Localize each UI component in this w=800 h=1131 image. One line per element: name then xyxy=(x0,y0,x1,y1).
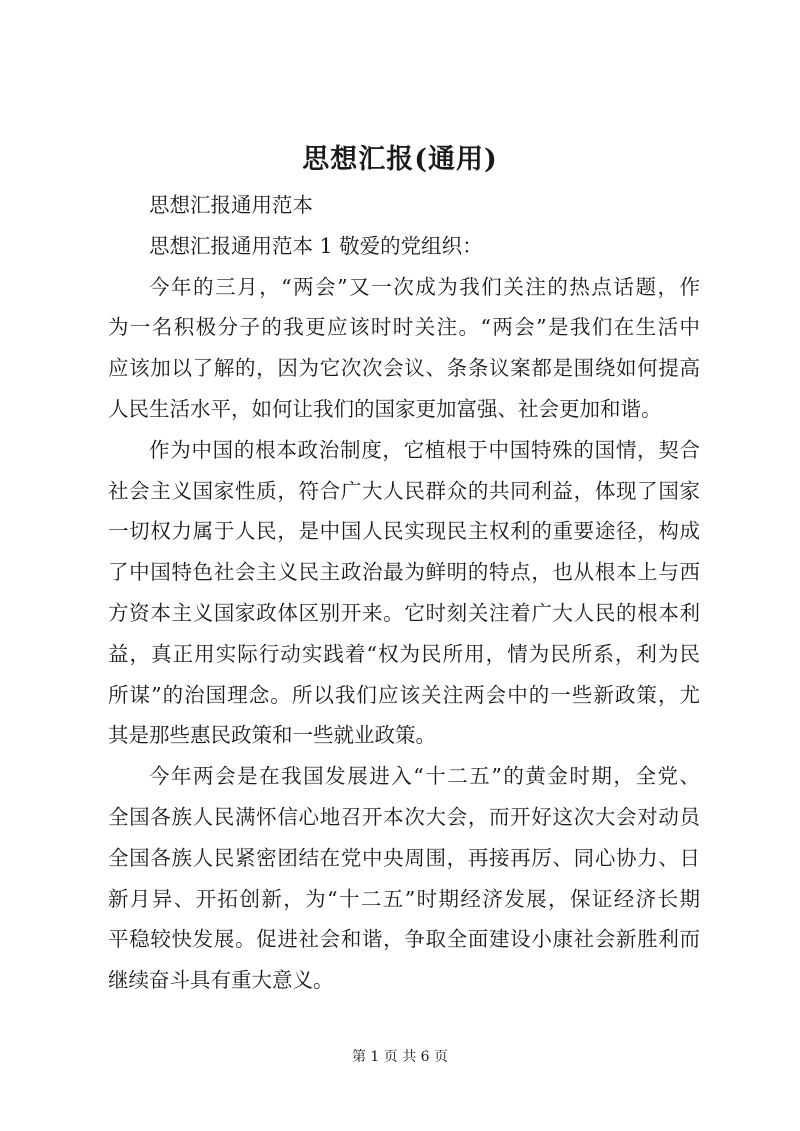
paragraph-line: 全国各族人民紧密团结在党中央周围，再接再厉、同心协力、日 xyxy=(108,845,700,870)
paragraph-line: 所谋”的治国理念。所以我们应该关注两会中的一些新政策，尤 xyxy=(108,682,700,707)
paragraph-line: 新月异、开拓创新，为“十二五”时期经济发展，保证经济长期 xyxy=(108,886,700,911)
paragraph-line: 全国各族人民满怀信心地召开本次大会，而开好这次大会对动员 xyxy=(108,804,700,829)
paragraph-line: 一切权力属于人民，是中国人民实现民主权利的重要途径，构成 xyxy=(108,519,700,544)
paragraph-line: 今年两会是在我国发展进入“十二五”的黄金时期，全党、 xyxy=(149,764,700,789)
document-title: 思想汇报(通用) xyxy=(302,144,498,175)
paragraph-line: 作为中国的根本政治制度，它植根于中国特殊的国情，契合 xyxy=(149,437,700,462)
paragraph-line: 应该加以了解的，因为它次次会议、条条议案都是围绕如何提高 xyxy=(108,356,700,381)
paragraph-line: 今年的三月，“两会”又一次成为我们关注的热点话题，作 xyxy=(149,274,700,299)
paragraph-line: 社会主义国家性质，符合广大人民群众的共同利益，体现了国家 xyxy=(108,478,700,503)
heading-line: 思想汇报通用范本 xyxy=(149,193,313,217)
document-body xyxy=(108,185,700,1001)
paragraph-line: 为一名积极分子的我更应该时时关注。“两会”是我们在生活中 xyxy=(108,315,700,340)
paragraph-line: 其是那些惠民政策和一些就业政策。 xyxy=(108,723,436,748)
page-footer: 第 1 页 共 6 页 xyxy=(351,1049,449,1065)
paragraph-line: 平稳较快发展。促进社会和谐，争取全面建设小康社会新胜利而 xyxy=(108,927,700,952)
paragraph-line: 方资本主义国家政体区别开来。它时刻关注着广大人民的根本利 xyxy=(108,600,700,625)
paragraph-line: 益，真正用实际行动实践着“权为民所用，情为民所系，利为民 xyxy=(108,641,700,666)
paragraph-line: 继续奋斗具有重大意义。 xyxy=(108,968,334,993)
paragraph-line: 人民生活水平，如何让我们的国家更加富强、社会更加和谐。 xyxy=(108,396,662,421)
salutation-line: 思想汇报通用范本 1 敬爱的党组织： xyxy=(149,233,483,258)
paragraph-line: 了中国特色社会主义民主政治最为鲜明的特点，也从根本上与西 xyxy=(108,560,700,585)
